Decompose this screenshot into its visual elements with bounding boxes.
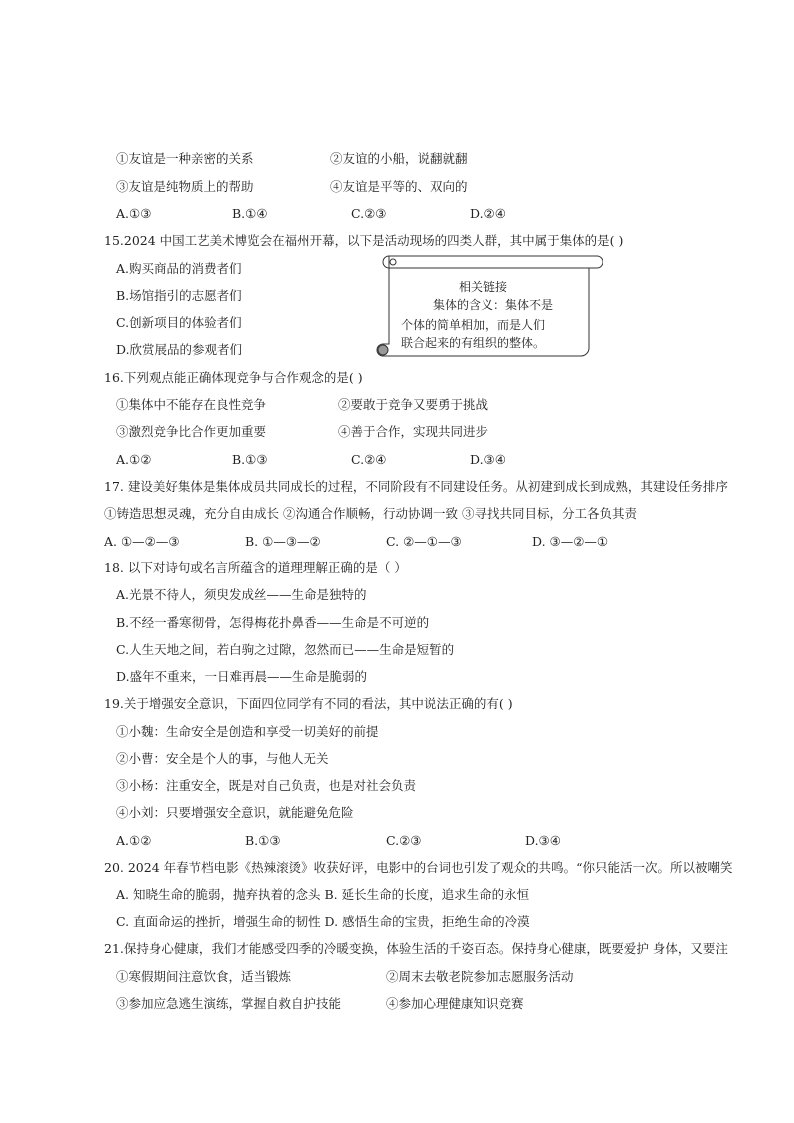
q16-item-4: ④善于合作，实现共同进步	[338, 424, 489, 439]
q19-item-2: ②小曹：安全是个人的事，与他人无关	[116, 751, 329, 766]
q16-item-3: ③激烈竞争比合作更加重要	[116, 424, 267, 439]
q16-choice-c: C.②④	[351, 452, 387, 467]
q16-stem: 16.下列观点能正确体现竞争与合作观念的是( )	[104, 370, 363, 385]
q18-stem: 18. 以下对诗句或名言所蕴含的道理理解正确的是（ ）	[104, 560, 407, 575]
q18-option-b: B.不经一番寒彻骨，怎得梅花扑鼻香——生命是不可逆的	[116, 615, 430, 630]
q18-option-c: C.人生天地之间，若白驹之过隙，忽然而已——生命是短暂的	[116, 642, 455, 657]
related-link-line-1: 集体的含义：集体不是	[433, 298, 554, 312]
q16-item-2: ②要敢于竞争又要勇于挑战	[338, 397, 489, 412]
q15-option-c: C.创新项目的体验者们	[116, 315, 242, 330]
q19-choice-c: C.②③	[386, 833, 422, 848]
q19-choice-a: A.①②	[116, 833, 152, 848]
q14-item-2: ②友谊的小船，说翻就翻	[330, 151, 468, 166]
related-link-scroll	[375, 253, 603, 359]
q16-choice-b: B.①③	[232, 452, 268, 467]
q17-items: ①铸造思想灵魂，充分自由成长 ②沟通合作顺畅，行动协调一致 ③寻找共同目标，分工各负其责	[104, 506, 637, 521]
q14-item-4: ④友谊是平等的、双向的	[330, 179, 468, 194]
q15-option-a: A.购买商品的消费者们	[116, 261, 242, 276]
q21-item-2: ②周末去敬老院参加志愿服务活动	[386, 969, 574, 984]
q14-choice-d: D.②④	[470, 206, 506, 221]
q21-item-4: ④参加心理健康知识竞赛	[386, 996, 524, 1011]
q19-item-1: ①小魏：生命安全是创造和享受一切美好的前提	[116, 724, 379, 739]
q19-choice-d: D.③④	[525, 833, 561, 848]
related-link-line-3: 联合起来的有组织的整体。	[401, 336, 546, 350]
q16-choice-a: A.①②	[116, 452, 152, 467]
q15-option-d: D.欣赏展品的参观者们	[116, 342, 243, 357]
q14-choice-b: B.①④	[232, 206, 268, 221]
q20-options-row-1: A. 知晓生命的脆弱，抛弃执着的念头 B. 延长生命的长度，追求生命的永恒	[116, 887, 530, 902]
q15-option-b: B.场馆指引的志愿者们	[116, 288, 242, 303]
q20-stem: 20. 2024 年春节档电影《热辣滚烫》收获好评，电影中的台词也引发了观众的共鸣。“你只能活一次。所以被嘲笑	[104, 860, 733, 875]
q17-choice-c: C. ②—①—③	[386, 534, 462, 549]
related-link-title: 相关链接	[459, 280, 508, 294]
q21-stem: 21.保持身心健康，我们才能感受四季的冷暖变换，体验生活的千姿百态。保持身心健康，既要爱护 身体，又要注	[104, 941, 728, 956]
q16-item-1: ①集体中不能存在良性竞争	[116, 397, 267, 412]
q17-choice-a: A. ①—②—③	[104, 534, 180, 549]
q17-choice-b: B. ①—③—②	[245, 534, 321, 549]
q14-item-3: ③友谊是纯物质上的帮助	[116, 179, 254, 194]
q14-choice-c: C.②③	[351, 206, 387, 221]
q21-item-3: ③参加应急逃生演练，掌握自救自护技能	[116, 996, 342, 1011]
q20-options-row-2: C. 直面命运的挫折，增强生命的韧性 D. 感悟生命的宝贵，拒绝生命的冷漠	[116, 914, 530, 929]
q19-choice-b: B.①③	[245, 833, 281, 848]
q19-item-3: ③小杨：注重安全，既是对自己负责，也是对社会负责	[116, 778, 417, 793]
q21-item-1: ①寒假期间注意饮食，适当锻炼	[116, 969, 292, 984]
q14-choice-a: A.①③	[116, 206, 152, 221]
q19-stem: 19.关于增强安全意识，下面四位同学有不同的看法，其中说法正确的有( )	[104, 696, 513, 711]
q17-choice-d: D. ③—②—①	[532, 534, 609, 549]
q16-choice-d: D.③④	[470, 452, 506, 467]
related-link-line-2: 个体的简单相加，而是人们	[401, 318, 546, 332]
q18-option-a: A.光景不待人，须臾发成丝——生命是独特的	[116, 587, 367, 602]
q18-option-d: D.盛年不重来，一日难再晨——生命是脆弱的	[116, 669, 368, 684]
q14-item-1: ①友谊是一种亲密的关系	[116, 151, 254, 166]
q17-stem: 17. 建设美好集体是集体成员共同成长的过程，不同阶段有不同建设任务。从初建到成长到成熟，其建设任务排序	[104, 479, 728, 494]
q19-item-4: ④小刘：只要增强安全意识，就能避免危险	[116, 805, 354, 820]
q15-stem: 15.2024 中国工艺美术博览会在福州开幕，以下是活动现场的四类人群，其中属于集体的是( )	[104, 233, 624, 248]
